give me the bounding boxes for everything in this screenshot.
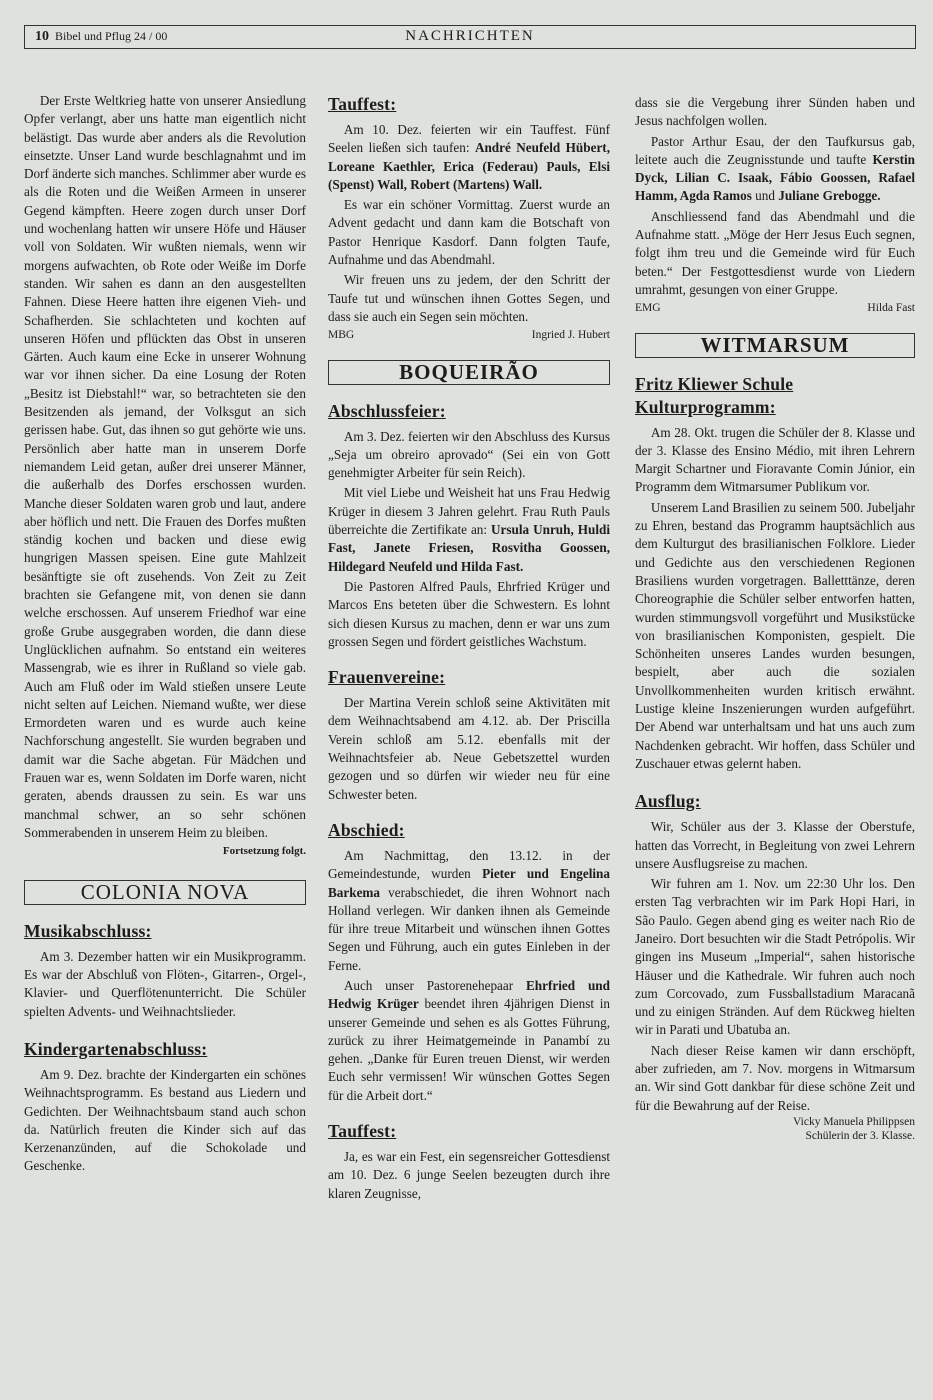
section-title: NACHRICHTEN — [405, 28, 535, 44]
article-paragraph — [328, 977, 610, 1105]
article-paragraph: Die Pastoren Alfred Pauls, Ehrfried Krüger und Marcos Ens beteten über die Schwestern. Es lohnt sich diesen Kursus zu machen, denn er war uns zum grossen Segen und fördert geistliches Wachstum. — [328, 578, 610, 649]
paragraph-text: und — [751, 188, 779, 204]
baptized-names: Kerstin Dyck, Lilian C. Isaak, Fábio Goossen, Rafael Hamm, Agda Ramos — [635, 151, 915, 204]
baptized-name-last: Juliane Grebogge. — [778, 188, 881, 204]
paragraph-text: Am 10. Dez. feierten wir ein Tauffest. Fünf Seelen ließen sich taufen: — [328, 122, 610, 156]
farewell-names: Pieter und Engelina Barkema — [328, 866, 610, 900]
article-paragraph: Es war ein schöner Vormittag. Zuerst wurde an Advent gedacht und dann kam die Botschaft von Pastor Henrique Kasdorf. Dann folgten Taufe, Aufnahme und das Abendmahl. — [328, 197, 610, 268]
article-paragraph: Wir, Schüler aus der 3. Klasse der Oberstufe, hatten das Vorrecht, in Begleitung von zwei Lehrern unsere Ausflugsreise zu machen. — [635, 819, 915, 871]
page-header — [24, 25, 916, 49]
section-box-colonia-nova: COLONIA NOVA — [24, 880, 306, 904]
graduate-names: Ursula Unruh, Huldi Fast, Janete Friesen, Rosvitha Goossen, Hildegard Neufeld und Hilda Fast. — [328, 522, 610, 574]
article-paragraph — [635, 133, 915, 206]
subheading-tauffest-2: Tauffest: — [328, 1121, 397, 1142]
article-paragraph — [328, 847, 610, 975]
signature-org: EMG — [635, 302, 661, 315]
signature-line — [635, 301, 915, 315]
paragraph-text: Der Erste Weltkrieg hatte von unserer Ansiedlung Opfer verlangt, aber uns hatte man eigentlich nicht belästigt. Das wurde aber anders als die Revolution einsetzte. Unser Land wurde beschlagnahmt und im Dorf änderte sich manches. Schlimmer aber wurde es als die Roten und die Weißen Armeen in unserer Gegend kämpften. Heere zogen durch unser Dorf und wochenlang hatten wir unsere Höfe und Häuser voll von Soldaten. Wir wußten niemals, wenn wir morgens aufwachten, ob Rote oder Weiße im Dorfe standen. Wir sahen es dann an den ausgestellten Fahnen. Diese Heere hatten ihre eigenen Vieh- und Schafherden. Sie schlachteten und kochten auf unseren Höfen und pflückten das Obst in unseren Gärten. Auch kaum eine Ecke in unserer Wohnung war vor ihnen sicher. Da eine Losung der Roten „Besitz ist Diebstahl!“ war, so betrachteten sie den Besitzenden als jemand, der Volksgut an sich gerissen habe. Gut, das ihnen so gut gehörte wie uns. Persönlich aber hatte man in unserem Dorfe niemandem Leid getan, außer drei unserer Männer, die außerhalb des Dorfes erschossen wurden. Manche dieser Soldaten waren grob und laut, andere aber höflich und nett. Die Frauen des Dorfes mußten ständig kochen und backen und diese ewig hungrigen Massen speisen. Eine gute Mahlzeit besänftigte sie oft zusehends. Von Zeit zu Zeit brachten sie Gefangene mit, von denen sie dann welche erschossen. Auf unserem Friedhof war eine große Grube ausgegraben worden, die dann diese Unglücklichen aufnahm. So entstand ein weiteres Massengrab, wie es ihrer in Rußland so viele gab. Auch am Fluß oder im Wald stießen unsere Leute nicht selten auf Leichen. Niemand wußte, wer diese Ermordeten waren und es wurde auch keine Nachforschung angestellt. Sie wurden begraben und damit war die Sache abgetan. Für Mädchen und Frauen war es, wenn Soldaten im Dorfe waren, nicht geraten, abends draussen zu sein. Es war uns manchmal schwer, an so sehr schönen Sommerabenden in unserem Heim zu bleiben. — [24, 93, 306, 840]
article-paragraph: Anschliessend fand das Abendmahl und die Aufnahme statt. „Möge der Herr Jesus Euch segnen, folgt ihm treu und die Gemeinde wird für Euch beten.“ Der Festgottesdienst wurde von Liedern umrahmt, gesungen von einer Gruppe. — [635, 208, 915, 297]
signature-author: Hilda Fast — [867, 302, 915, 315]
article-paragraph — [328, 121, 610, 194]
subheading-frauenvereine: Frauenvereine: — [328, 667, 446, 688]
section-box-witmarsum: WITMARSUM — [635, 333, 915, 357]
signature-line — [328, 328, 610, 342]
paragraph-text: Mit viel Liebe und Weisheit hat uns Frau Hedwig Krüger in diesem 3 Jahren gelehrt. Frau Ruth Pauls überreichte die Zertifikate an: — [328, 485, 610, 538]
column-1 — [24, 92, 306, 1176]
paragraph-text: verabschiedet, die ihren Wohnort nach Holland verlegen. Wir danken ihnen als Gemeinde für ihre treue Mitarbeit und wünschen ihnen Gottes Segen und Führung, auch ein gutes Einleben in der Ferne. — [328, 884, 610, 973]
article-paragraph: Am 28. Okt. trugen die Schüler der 8. Klasse und der 3. Klasse des Ensino Médio, mit ihren Lehrern Margit Schartner und Fioravante Comin Júnior, ein Programm dem Witmarsumer Publikum vor. — [635, 424, 915, 495]
signature-role: Schülerin der 3. Klasse. — [805, 1129, 915, 1142]
continued-note: Fortsetzung folgt. — [222, 845, 306, 858]
publication-name: Bibel und Pflug 24 / 00 — [55, 29, 168, 43]
paragraph-text: beendet ihren 4jährigen Dienst in unserer Gemeinde und sehen es als Gottes Führung, zurück zu ihrer Heimatgemeinde in Panambí zu gehen. „Danke für Euren treuen Dienst, wir werden Euch sehr vermissen! Wir wünschen Gottes Segen für die Arbeit dort.“ — [328, 996, 610, 1103]
pastor-names: Ehrfried und Hedwig Krüger — [328, 977, 610, 1012]
article-paragraph: Wir fuhren am 1. Nov. um 22:30 Uhr los. Den ersten Tag verbrachten wir im Park Hopi Hari, in São Paulo. Gegen abend ging es weiter nach Rio de Janeiro. Dort besuchten wir die Stadt Petrópolis. Wir gingen ins Museum „Imperial“, sahen historische Häuser und die Kathedrale. Wir fuhren auch noch zum Corcovado, zum Fussballstadium Maracanã und zu einigen Stränden. Auf dem Rückweg hielten wir in Parati und Ubatuba an. — [635, 876, 915, 1038]
signature-author: Vicky Manuela Philippsen — [793, 1115, 915, 1128]
signature-org: MBG — [328, 329, 355, 342]
article-paragraph: Am 9. Dez. brachte der Kindergarten ein schönes Weihnachtsprogramm. Es bestand aus Liedern und Gedichten. Der Weihnachtsbaum stand auch schon da. Natürlich freuten die Kinder sich auf das Kerzenanzünden, auf die Schokolade und Geschenke. — [24, 1066, 306, 1174]
article-paragraph: Der Martina Verein schloß seine Aktivitäten mit dem Weihnachtsabend am 4.12. ab. Der Priscilla Verein schloß am 5.12. ebenfalls mit der Weihnachtsfeier ab. Neue Gebetszettel wurden gezogen und so dürfen wir wieder neu für eine Schwester beten. — [328, 695, 610, 802]
subheading-ausflug: Ausflug: — [635, 791, 701, 812]
article-paragraph: Am 3. Dez. feierten wir den Abschluss des Kursus „Seja um obreiro aprovado“ (Sei ein von Gott genehmigter Arbeiter für sein Reich). — [328, 428, 610, 481]
article-paragraph — [328, 484, 610, 575]
column-2 — [328, 94, 610, 1203]
article-paragraph: Am 3. Dezember hatten wir ein Musikprogramm. Es war der Abschluß von Flöten-, Gitarren-, Orgel-, Klavier- und Querflötenunterricht. Die Schüler spielten Advents- und Weihnachtslieder. — [24, 948, 306, 1019]
article-paragraph: Nach dieser Reise kamen wir dann erschöpft, aber zufrieden, am 7. Nov. morgens in Witmarsum an. Wir sind Gott dankbar für diese schöne Zeit und für die Bewahrung auf der Reise. — [635, 1042, 915, 1113]
subheading-musikabschluss: Musikabschluss: — [24, 920, 152, 941]
paragraph-text: Pastor Arthur Esau, der den Taufkursus gab, leitete auch die Zeugnisstunde und taufte — [635, 133, 915, 167]
article-paragraph: dass sie die Vergebung ihrer Sünden haben und Jesus nachfolgen wollen. — [635, 95, 915, 129]
article-paragraph: Unserem Land Brasilien zu seinem 500. Jubeljahr zu Ehren, bestand das Programm hauptsächlich aus dem Kulturgut des brasilianischen Folklore. Lieder und Gedichte aus den verschiedenen Regionen Brasiliens wurden vorgetragen. Balletttänze, deren Choreographie die Schüler selber entworfen hatten, wurden stimmungsvoll vorgeführt und Musikstücke von brasilianischen Komponisten, gespielt. Die Schönheiten unseres Landes wurden besungen, bespielt, aber auch die sozialen Unvollkommenheiten wurden kritisch erwähnt. Lustige kleine Inszenierungen wurden aufgeführt. Der Abend war unterhaltsam und hat uns auch zum Nachdenken gebracht. Wir hoffen, dass Schüler und Zuschauer etwas gelernt haben. — [635, 499, 915, 771]
baptized-names: André Neufeld Hübert, Loreane Kaethler, Erica (Federau) Pauls, Elsi (Spenst) Wall, Robert (Martens) Wall. — [328, 140, 610, 192]
page-number: 10 — [35, 29, 49, 44]
signature-author: Ingried J. Hubert — [531, 329, 610, 342]
subheading-kindergartenabschluss: Kindergartenabschluss: — [24, 1038, 208, 1059]
subheading-tauffest: Tauffest: — [328, 94, 397, 114]
subheading-fritz-kliewer-schule: Fritz Kliewer Schule — [635, 373, 794, 394]
column-3 — [635, 94, 915, 1143]
paragraph-text: Am Nachmittag, den 13.12. in der Gemeindestunde, wurden — [328, 847, 610, 882]
article-paragraph: Wir freuen uns zu jedem, der den Schritt der Taufe tut und wünschen ihnen Gottes Segen, und dass sie auch ein Segen sein möchten. — [328, 272, 610, 324]
paragraph-text: Auch unser Pastorenehepaar — [343, 977, 527, 993]
section-box-boqueirao: BOQUEIRÃO — [328, 360, 610, 384]
article-paragraph: Ja, es war ein Fest, ein segensreicher Gottesdienst am 10. Dez. 6 junge Seelen bezeugten durch ihre klaren Zeugnisse, — [328, 1149, 610, 1201]
article-paragraph — [24, 92, 306, 858]
subheading-abschlussfeier: Abschlussfeier: — [328, 400, 446, 421]
subheading-abschied: Abschied: — [328, 819, 405, 840]
subheading-kulturprogramm: Kulturprogramm: — [635, 396, 776, 417]
